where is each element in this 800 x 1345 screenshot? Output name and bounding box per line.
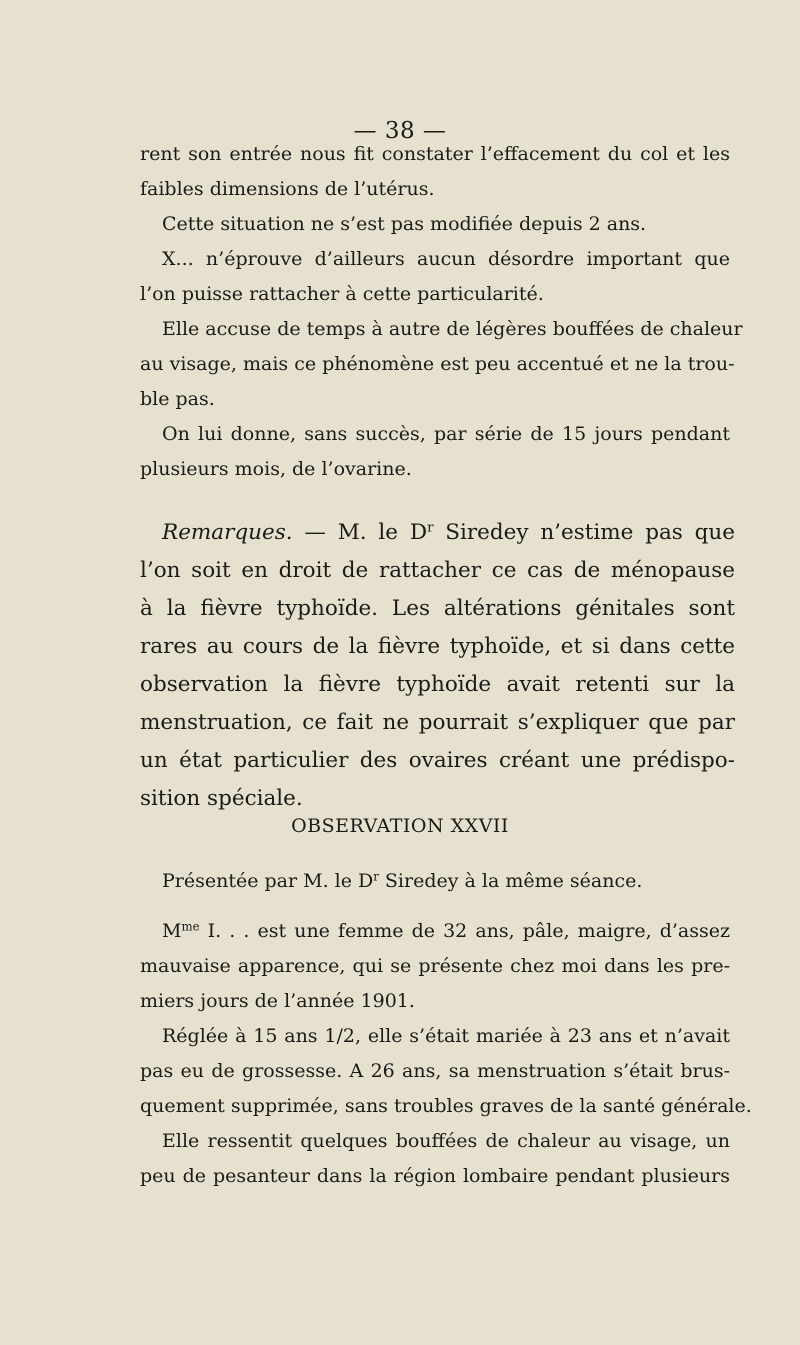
text-line: Elle accuse de temps à autre de légères bouffées de chaleur bbox=[162, 318, 743, 340]
text-line: Cette situation ne s’est pas modifiée depuis 2 ans. bbox=[162, 213, 647, 235]
inline-text: M bbox=[162, 920, 182, 942]
text-line bbox=[140, 864, 730, 899]
superscript: r bbox=[427, 520, 434, 536]
inline-text: Siredey à la même séance. bbox=[378, 870, 643, 892]
paragraph-block-a bbox=[140, 137, 743, 487]
text-line: mauvaise apparence, qui se présente chez moi dans les pre- bbox=[140, 955, 730, 977]
text-line: pas eu de grossesse. A 26 ans, sa menstruation s’était brus- bbox=[140, 1060, 730, 1082]
inline-text: — M. le D bbox=[292, 520, 428, 545]
text-line: rares au cours de la fièvre typhoïde, et si dans cette bbox=[140, 634, 735, 659]
text-line bbox=[140, 914, 730, 949]
superscript: me bbox=[181, 919, 200, 934]
text-line: observation la fièvre typhoïde avait retenti sur la bbox=[140, 672, 735, 697]
text-line: quement supprimée, sans troubles graves de la santé générale. bbox=[140, 1095, 752, 1117]
inline-text: Siredey n’estime pas que bbox=[433, 520, 735, 545]
paragraph-block-d bbox=[140, 914, 752, 1194]
text-line: au visage, mais ce phénomène est peu accentué et ne la trou- bbox=[140, 353, 735, 375]
text-line: un état particulier des ovaires créant une prédispo- bbox=[140, 748, 735, 773]
page-number: — 38 — bbox=[353, 118, 447, 144]
text-line: Réglée à 15 ans 1/2, elle s’était mariée à 23 ans et n’avait bbox=[162, 1025, 730, 1047]
text-line: l’on puisse rattacher à cette particularité. bbox=[140, 283, 544, 305]
presentee-line bbox=[140, 864, 730, 899]
superscript: r bbox=[373, 869, 379, 884]
text-line: à la fièvre typhoïde. Les altérations génitales sont bbox=[140, 596, 735, 621]
inline-text: Présentée par M. le D bbox=[162, 870, 374, 892]
text-line: miers jours de l’année 1901. bbox=[140, 990, 415, 1012]
text-line: X... n’éprouve d’ailleurs aucun désordre important que bbox=[162, 248, 730, 270]
text-line: On lui donne, sans succès, par série de 15 jours pendant bbox=[162, 423, 730, 445]
text-line: ble pas. bbox=[140, 388, 215, 410]
text-line: peu de pesanteur dans la région lombaire pendant plusieurs bbox=[140, 1165, 730, 1187]
text-line: rent son entrée nous fit constater l’effacement du col et les bbox=[140, 143, 730, 165]
text-line: Elle ressentit quelques bouffées de chaleur au visage, un bbox=[162, 1130, 730, 1152]
inline-text: I. . . est une femme de 32 ans, pâle, maigre, d’assez bbox=[199, 920, 730, 942]
remarques-paragraph bbox=[140, 514, 735, 818]
text-line bbox=[140, 514, 735, 552]
text-line: plusieurs mois, de l’ovarine. bbox=[140, 458, 412, 480]
remarques-label: Remarques. bbox=[162, 520, 293, 545]
text-line: l’on soit en droit de rattacher ce cas de ménopause bbox=[140, 558, 735, 583]
text-line: sition spéciale. bbox=[140, 786, 303, 811]
observation-heading: OBSERVATION XXVII bbox=[291, 815, 509, 837]
text-line: menstruation, ce fait ne pourrait s’expliquer que par bbox=[140, 710, 735, 735]
text-line: faibles dimensions de l’utérus. bbox=[140, 178, 435, 200]
